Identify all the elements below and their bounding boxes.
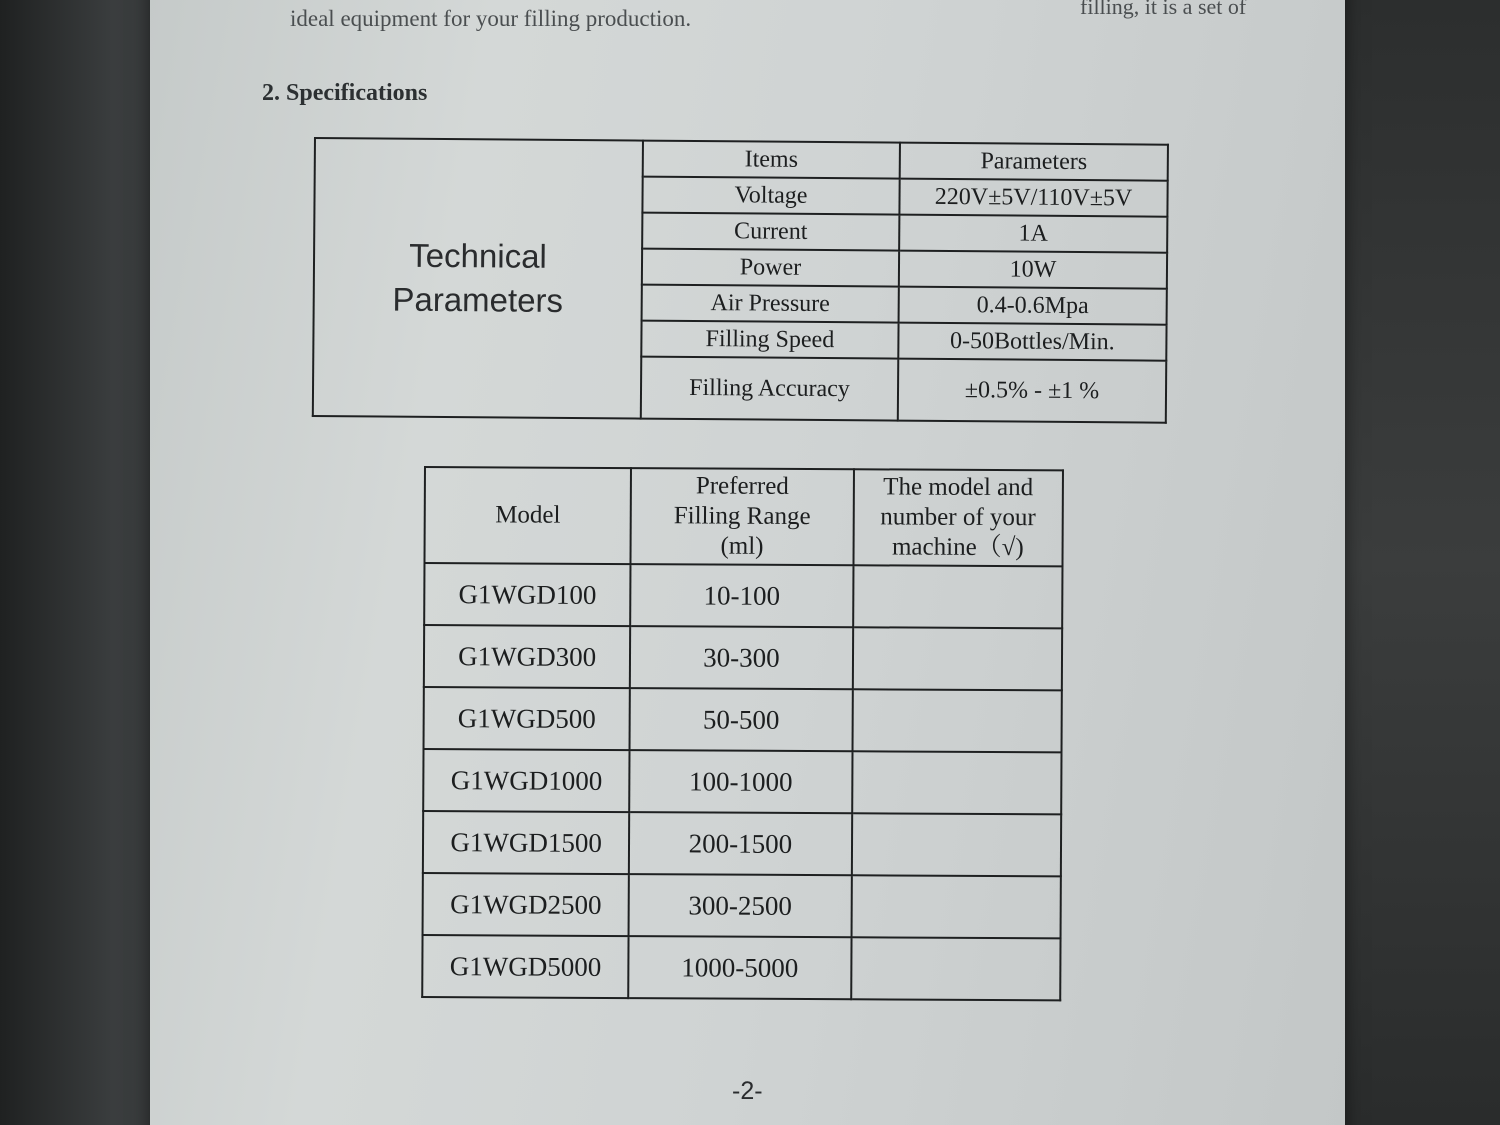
check-cell xyxy=(851,937,1061,1000)
item-cell: Filling Speed xyxy=(641,321,898,359)
item-cell: Voltage xyxy=(642,177,899,215)
manual-page xyxy=(150,0,1345,1125)
range-cell: 50-500 xyxy=(630,688,853,751)
value-cell: ±0.5% - ±1 % xyxy=(898,359,1166,423)
value-cell: 10W xyxy=(899,251,1167,289)
model-cell: G1WGD100 xyxy=(424,563,631,626)
check-cell xyxy=(851,813,1061,876)
technical-parameters-table xyxy=(312,137,1169,424)
value-cell: 1A xyxy=(899,215,1167,253)
table-row xyxy=(423,873,1061,938)
header-line: The model and xyxy=(883,473,1034,502)
header-model: Model xyxy=(424,467,631,564)
title-line: Technical xyxy=(409,236,547,275)
intro-text-fragment: filling, it is a set of xyxy=(1080,0,1247,19)
section-heading: 2. Specifications xyxy=(262,80,428,106)
item-cell: Air Pressure xyxy=(642,285,899,323)
range-cell: 200-1500 xyxy=(629,812,852,875)
check-cell xyxy=(852,627,1062,690)
header-line: machine（√) xyxy=(891,533,1024,562)
item-cell: Current xyxy=(642,213,899,251)
range-cell: 100-1000 xyxy=(629,750,852,813)
title-line: Parameters xyxy=(392,280,564,319)
range-cell: 10-100 xyxy=(630,564,853,627)
table-header-row xyxy=(424,467,1062,566)
table-row xyxy=(422,935,1060,1000)
table-row xyxy=(423,749,1061,814)
model-cell: G1WGD5000 xyxy=(422,935,629,998)
header-parameters: Parameters xyxy=(900,143,1168,181)
model-cell: G1WGD300 xyxy=(424,625,631,688)
model-cell: G1WGD1000 xyxy=(423,749,630,812)
header-line: (ml) xyxy=(720,532,764,560)
header-machine-check xyxy=(853,469,1063,566)
table-row xyxy=(315,138,1168,181)
item-cell: Filling Accuracy xyxy=(641,357,898,421)
range-cell: 1000-5000 xyxy=(629,936,852,999)
intro-text: ideal equipment for your filling production. xyxy=(290,6,692,31)
check-cell xyxy=(852,751,1062,814)
item-cell: Power xyxy=(642,249,899,287)
check-cell xyxy=(852,689,1062,752)
value-cell: 0-50Bottles/Min. xyxy=(898,323,1166,361)
header-line: Preferred xyxy=(695,472,789,500)
header-line: Filling Range xyxy=(673,502,811,531)
table-row xyxy=(424,687,1062,752)
range-cell: 300-2500 xyxy=(629,874,852,937)
model-cell: G1WGD2500 xyxy=(423,873,630,936)
model-cell: G1WGD1500 xyxy=(423,811,630,874)
background-surface xyxy=(1330,0,1500,1125)
header-filling-range xyxy=(631,468,854,565)
value-cell: 0.4-0.6Mpa xyxy=(899,287,1167,325)
table-row xyxy=(424,625,1062,690)
header-line: number of your xyxy=(880,503,1036,532)
table-row xyxy=(423,811,1061,876)
technical-parameters-title xyxy=(313,138,643,419)
check-cell xyxy=(853,565,1063,628)
table-row xyxy=(424,563,1062,628)
background-shadow xyxy=(0,0,160,1125)
header-items: Items xyxy=(643,141,900,179)
model-cell: G1WGD500 xyxy=(424,687,631,750)
check-cell xyxy=(851,875,1061,938)
value-cell: 220V±5V/110V±5V xyxy=(899,179,1167,217)
range-cell: 30-300 xyxy=(630,626,853,689)
model-table xyxy=(421,466,1064,1001)
page-number: -2- xyxy=(732,1077,763,1105)
